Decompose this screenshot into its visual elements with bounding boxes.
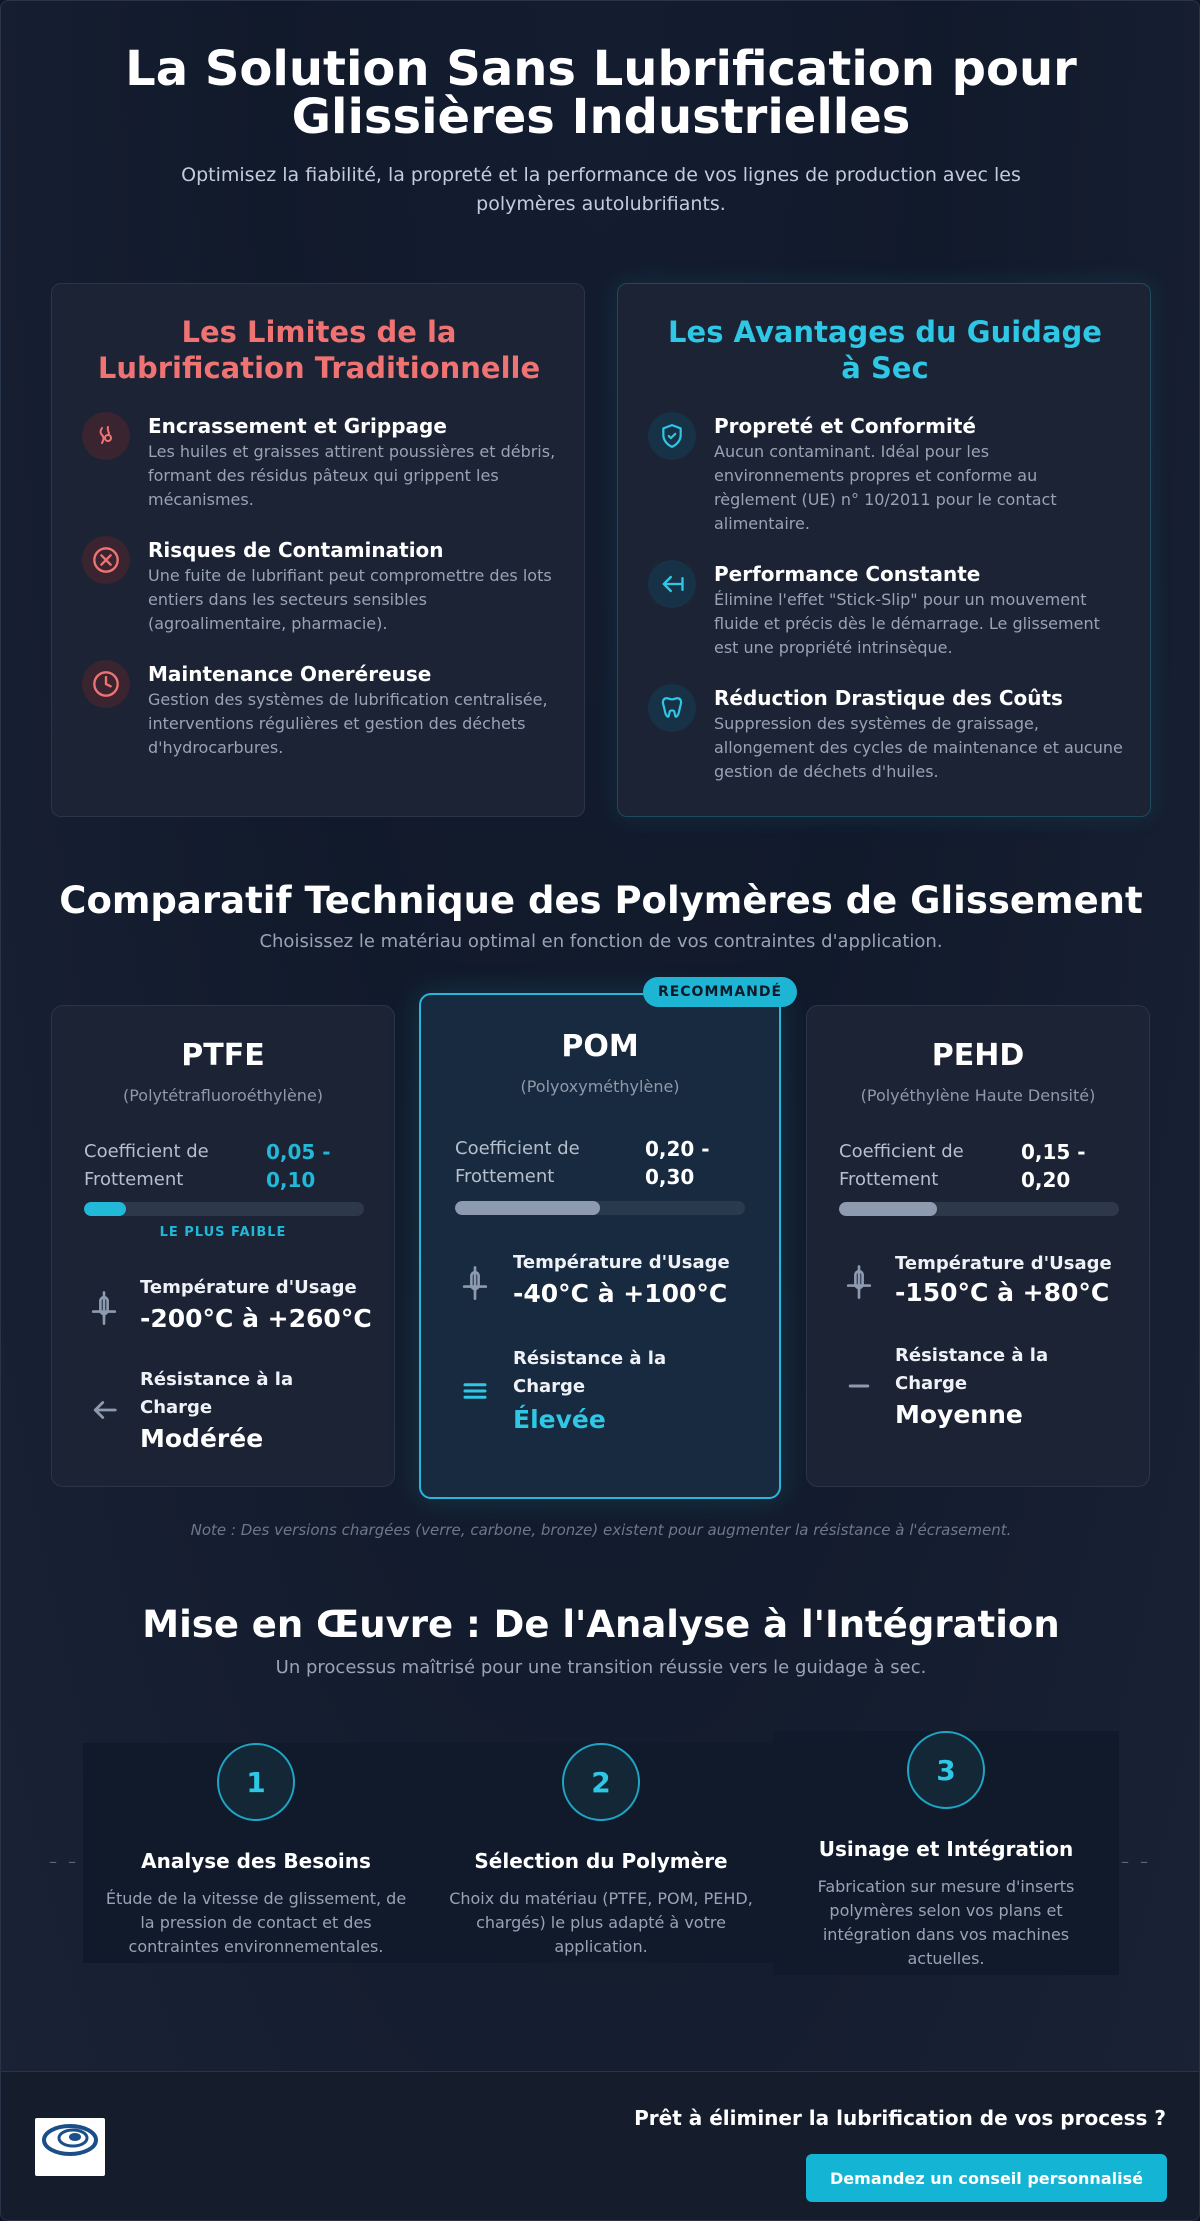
footer	[1, 2071, 1200, 2221]
load-label-line-2: Charge	[140, 1397, 213, 1418]
process-step	[773, 1731, 1119, 1975]
step-desc-line: Choix du matériau (PTFE, POM, PEHD,	[449, 1889, 753, 1908]
polymer-card-pehd	[806, 1005, 1150, 1487]
step-desc-line: chargés) le plus adapté à votre	[476, 1913, 726, 1932]
temp-label: Température d'Usage	[895, 1253, 1112, 1274]
advantage-desc: Suppression des systèmes de graissage, allongement des cycles de maintenance et aucune gestion de déchets d'huiles.	[714, 714, 1123, 781]
polymer-name: PEHD	[931, 1038, 1025, 1073]
company-logo[interactable]	[35, 2118, 105, 2176]
temp-label: Température d'Usage	[140, 1277, 357, 1298]
load-label	[895, 1342, 1048, 1398]
load-label-line-2: Charge	[513, 1376, 586, 1397]
coef-label-line-1: Coefficient de	[839, 1141, 964, 1162]
load-label	[140, 1366, 293, 1422]
load-label-line-1: Résistance à la	[140, 1369, 294, 1390]
temp-value: -150°C à +80°C	[895, 1278, 1110, 1307]
coef-label-line-1: Coefficient de	[455, 1138, 580, 1159]
temp-value: -40°C à +100°C	[513, 1279, 728, 1308]
coef-value-line-2: 0,10	[266, 1168, 316, 1192]
arrow-left-icon	[84, 1390, 124, 1430]
step-desc	[793, 1875, 1099, 1971]
cta-question: Prêt à éliminer la lubrification de vos process ?	[634, 2106, 1166, 2130]
advantages-title-line-2: à Sec	[841, 351, 929, 385]
hero-subtitle	[141, 161, 1061, 219]
coef-bar-fill	[84, 1202, 126, 1216]
load-value: Moyenne	[895, 1400, 1023, 1429]
advantage-title: Performance Constante	[714, 562, 981, 586]
process-connector-right: – –	[1121, 1852, 1152, 1871]
polymer-card-pom	[419, 993, 781, 1499]
coef-value-line-1: 0,05 -	[266, 1140, 331, 1164]
coef-value	[1021, 1138, 1086, 1194]
comparison-note: Note : Des versions chargées (verre, carbone, bronze) existent pour augmenter la résistance à l'écrasement.	[190, 1521, 1012, 1539]
advantage-desc: Aucun contaminant. Idéal pour les environnements propres et conforme au règlement (UE) n° 10/2011 pour le contact alimentaire.	[714, 442, 1057, 533]
step-desc-line: contraintes environnementales.	[128, 1937, 384, 1956]
advantage-desc: Élimine l'effet "Stick-Slip" pour un mouvement fluide et précis dès le démarrage. Le glissement est une propriété intrinsèque.	[714, 590, 1100, 657]
limit-title: Encrassement et Grippage	[148, 414, 447, 438]
advantage-item	[648, 560, 1122, 660]
load-label-line-1: Résistance à la	[513, 1348, 667, 1369]
limit-title: Maintenance Oneréreuse	[148, 662, 432, 686]
step-desc-line: intégration dans vos machines	[822, 1925, 1070, 1944]
step-number: 3	[907, 1731, 985, 1809]
oil-drop-icon	[82, 412, 130, 460]
advantage-item	[648, 412, 1122, 532]
consult-button[interactable]: Demandez un conseil personnalisé	[806, 2154, 1167, 2202]
menu-lines-icon	[455, 1371, 495, 1411]
thermometer-icon	[839, 1262, 879, 1302]
polymer-full-name: (Polyéthylène Haute Densité)	[860, 1086, 1096, 1105]
limits-title-line-2: Lubrification Traditionnelle	[97, 351, 541, 385]
advantage-title: Propreté et Conformité	[714, 414, 976, 438]
load-label-line-1: Résistance à la	[895, 1345, 1049, 1366]
process-step	[83, 1743, 429, 1963]
polymer-full-name: (Polyoxyméthylène)	[520, 1077, 680, 1096]
temp-value: -200°C à +260°C	[140, 1304, 372, 1333]
coef-bar-fill	[455, 1201, 600, 1215]
step-title: Usinage et Intégration	[818, 1837, 1074, 1861]
polymer-card-ptfe	[51, 1005, 395, 1487]
advantages-card	[617, 283, 1151, 817]
recommended-badge: RECOMMANDÉ	[643, 977, 797, 1007]
step-desc	[449, 1887, 753, 1959]
process-title: Mise en Œuvre : De l'Analyse à l'Intégration	[142, 1603, 1060, 1646]
limit-desc: Une fuite de lubrifiant peut compromettre des lots entiers dans les secteurs sensibles (agroalimentaire, pharmacie).	[148, 566, 552, 633]
clock-icon	[82, 660, 130, 708]
coef-label	[839, 1138, 964, 1194]
coef-value-line-2: 0,20	[1021, 1168, 1071, 1192]
limit-item	[82, 536, 556, 636]
polymer-name: POM	[561, 1029, 639, 1064]
step-desc-line: actuelles.	[907, 1949, 985, 1968]
step-desc-line: Fabrication sur mesure d'inserts	[817, 1877, 1075, 1896]
thermometer-icon	[455, 1263, 495, 1303]
step-desc-line: application.	[554, 1937, 648, 1956]
coef-value	[266, 1138, 331, 1194]
coef-bar	[84, 1202, 364, 1216]
advantages-title	[648, 314, 1122, 386]
limit-desc: Gestion des systèmes de lubrification centralisée, interventions régulières et gestion des déchets d'hydrocarbures.	[148, 690, 548, 757]
hero-title-line-1: La Solution Sans Lubrification pour	[125, 41, 1077, 97]
limit-item	[82, 412, 556, 512]
step-number: 1	[217, 1743, 295, 1821]
coef-value	[645, 1135, 710, 1191]
temp-label: Température d'Usage	[513, 1252, 730, 1273]
limits-card	[51, 283, 585, 817]
coef-label-line-1: Coefficient de	[84, 1141, 209, 1162]
limits-title	[82, 314, 556, 386]
coef-label	[455, 1135, 580, 1191]
shield-check-icon	[648, 412, 696, 460]
hero-subtitle-line-2: polymères autolubrifiants.	[476, 193, 726, 215]
coef-label-line-2: Frottement	[455, 1166, 555, 1187]
load-value: Modérée	[140, 1424, 264, 1453]
thermometer-icon	[84, 1288, 124, 1328]
limits-title-line-1: Les Limites de la	[181, 315, 457, 349]
load-label-line-2: Charge	[895, 1373, 968, 1394]
coef-value-line-2: 0,30	[645, 1165, 695, 1189]
limit-item	[82, 660, 556, 760]
step-desc-line: Étude de la vitesse de glissement, de	[105, 1889, 407, 1908]
load-value: Élevée	[513, 1405, 606, 1434]
coef-bar	[455, 1201, 745, 1215]
coef-label	[84, 1138, 209, 1194]
load-label	[513, 1345, 666, 1401]
limit-desc: Les huiles et graisses attirent poussières et débris, formant des résidus pâteux qui grippent les mécanismes.	[148, 442, 556, 509]
step-desc-line: la pression de contact et des	[140, 1913, 372, 1932]
step-number: 2	[562, 1743, 640, 1821]
coef-label-line-2: Frottement	[84, 1169, 184, 1190]
step-desc-line: polymères selon vos plans et	[829, 1901, 1063, 1920]
hero-subtitle-line-1: Optimisez la fiabilité, la propreté et la performance de vos lignes de production avec les	[181, 164, 1021, 186]
x-circle-icon	[82, 536, 130, 584]
coef-bar-fill	[839, 1202, 937, 1216]
minus-icon	[839, 1366, 879, 1406]
coef-label-line-2: Frottement	[839, 1169, 939, 1190]
arrow-left-icon	[648, 560, 696, 608]
polymer-name: PTFE	[181, 1038, 265, 1073]
step-desc	[103, 1887, 409, 1959]
step-title: Analyse des Besoins	[141, 1849, 371, 1873]
coef-bar	[839, 1202, 1119, 1216]
hero-title	[61, 41, 1141, 145]
coef-value-line-1: 0,20 -	[645, 1137, 710, 1161]
tooth-icon	[648, 684, 696, 732]
process-subtitle: Un processus maîtrisé pour une transition réussie vers le guidage à sec.	[275, 1657, 927, 1678]
comparison-subtitle: Choisissez le matériau optimal en fonction de vos contraintes d'application.	[259, 931, 943, 952]
hero-title-line-2: Glissières Industrielles	[291, 89, 911, 145]
polymer-full-name: (Polytétrafluoroéthylène)	[122, 1086, 324, 1105]
advantage-title: Réduction Drastique des Coûts	[714, 686, 1063, 710]
limit-title: Risques de Contamination	[148, 538, 444, 562]
advantages-title-line-1: Les Avantages du Guidage	[668, 315, 1102, 349]
step-title: Sélection du Polymère	[474, 1849, 728, 1873]
advantage-item	[648, 684, 1122, 784]
process-step	[429, 1743, 773, 1963]
lowest-label: LE PLUS FAIBLE	[159, 1225, 287, 1240]
coef-value-line-1: 0,15 -	[1021, 1140, 1086, 1164]
comparison-title: Comparatif Technique des Polymères de Glissement	[59, 879, 1143, 922]
process-connector-left: – –	[49, 1852, 80, 1871]
